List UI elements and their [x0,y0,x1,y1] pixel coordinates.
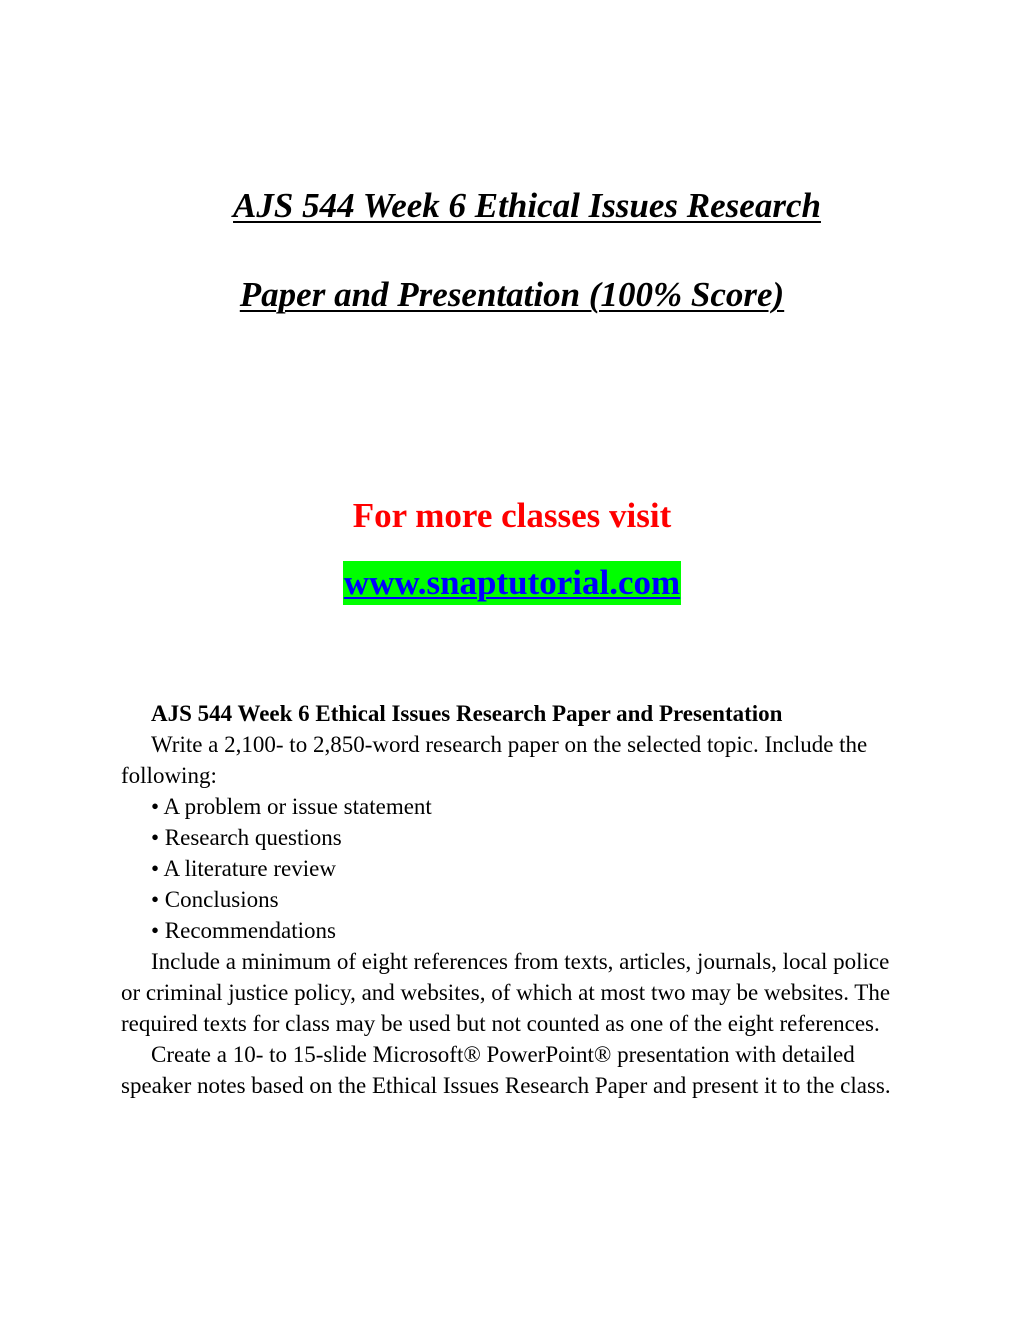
section-heading: AJS 544 Week 6 Ethical Issues Research Paper and Presentation [151,701,783,726]
list-item: • Recommendations [151,918,336,943]
list-item: • Conclusions [151,887,279,912]
snaptutorial-link[interactable]: www.snaptutorial.com [343,561,681,605]
list-item: • Research questions [151,825,342,850]
references-paragraph: Include a minimum of eight references from texts, articles, journals, local police or criminal justice policy, and websites, of which at most two may be websites. The required texts for class may be used but not counted as one of the eight references. [121,949,891,1036]
promo-link-container [0,561,1024,605]
list-item: • A literature review [151,856,336,881]
list-item: • A problem or issue statement [151,794,432,819]
document-body [121,698,901,1101]
document-title-line-2: Paper and Presentation (100% Score) [239,275,785,314]
document-title-line-1: AJS 544 Week 6 Ethical Issues Research [233,186,821,225]
promo-text: For more classes visit [352,496,672,535]
presentation-paragraph: Create a 10- to 15-slide Microsoft® PowerPoint® presentation with detailed speaker notes based on the Ethical Issues Research Paper and present it to the class. [121,1042,891,1098]
intro-paragraph: Write a 2,100- to 2,850-word research paper on the selected topic. Include the following: [121,732,868,788]
